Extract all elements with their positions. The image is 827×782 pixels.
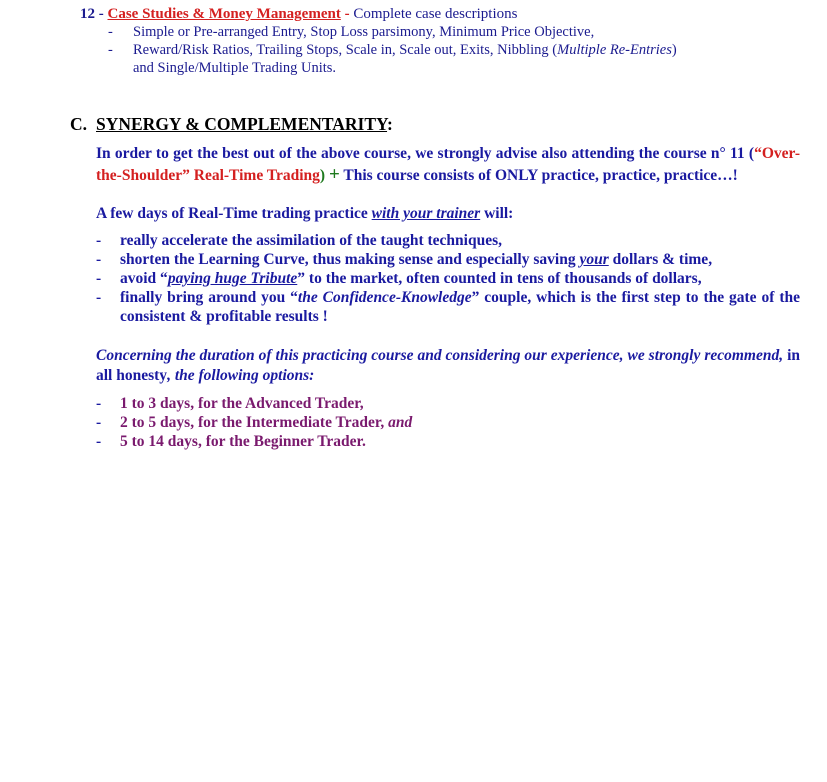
sub-text-b: ) [671, 42, 677, 58]
dash: - [96, 232, 102, 249]
recommendation-text-a: Concerning the duration of this practicing course and considering our experience, we strongly recommend, [96, 347, 784, 364]
bullet-text: really accelerate the assimilation of the taught techniques, [120, 232, 502, 249]
benefit-bullet-2 [96, 250, 800, 269]
item-12-sub-1 [108, 23, 594, 41]
dash: - [96, 270, 102, 287]
dash: - [108, 42, 113, 58]
course-11-title: “Over-the-Shoulder” Real-Time Trading [96, 145, 800, 184]
item-description: Complete case descriptions [353, 6, 518, 22]
option-beginner [96, 432, 800, 451]
sub-text-italic: Multiple Re-Entries [557, 42, 672, 58]
bullet-text-b: ” couple, which is the first step to the gate of the consistent & profitable results ! [120, 289, 800, 325]
benefit-bullet-1 [96, 231, 800, 250]
trainer-text-b: will: [480, 205, 514, 222]
benefit-bullet-3 [96, 269, 800, 288]
trainer-text-a: A few days of Real-Time trading practice [96, 205, 372, 222]
option-text: 5 to 14 days, for the Beginner Trader. [120, 433, 366, 450]
item-number: 12 - [80, 6, 108, 22]
section-colon: : [387, 114, 393, 134]
section-c-heading [70, 114, 393, 135]
option-advanced [96, 394, 800, 413]
advice-paragraph [96, 143, 800, 186]
item-title: Case Studies & Money Management [107, 6, 341, 22]
option-and: and [388, 414, 413, 431]
trainer-emphasis: with your trainer [371, 205, 481, 222]
bullet-text [120, 288, 800, 326]
bullet-text [120, 269, 800, 288]
section-title: SYNERGY & COMPLEMENTARITY [96, 114, 388, 134]
sub-text-a: Reward/Risk Ratios, Trailing Stops, Scale in, Scale out, Exits, Nibbling ( [133, 42, 558, 58]
bullet-text-a: finally bring around you “ [120, 289, 298, 306]
recommendation-paragraph [96, 346, 800, 386]
dash: - [96, 395, 102, 412]
option-text: 1 to 3 days, for the Advanced Trader, [120, 395, 364, 412]
bullet-text-b: dollars & time, [608, 251, 713, 268]
option-intermediate [96, 413, 800, 432]
bullet-emphasis: the Confidence-Knowledge [297, 289, 472, 306]
bullet-emphasis: paying huge Tribute [167, 270, 298, 287]
bullet-text [120, 250, 800, 269]
advice-text-b: This course consists of ONLY practice, practice, practice…! [339, 167, 738, 184]
dash: - [96, 414, 102, 431]
dash: - [96, 251, 102, 268]
bullet-text-b: ” to the market, often counted in tens of thousands of dollars, [297, 270, 702, 287]
paren-close: ) [319, 167, 329, 184]
section-label: C. [70, 114, 88, 134]
bullet-text-a: shorten the Learning Curve, thus making sense and especially saving [120, 251, 580, 268]
option-text [120, 413, 800, 432]
option-text-a: 2 to 5 days, for the Intermediate Trader, [120, 414, 389, 431]
trainer-paragraph [96, 204, 800, 224]
dash: - [96, 433, 102, 450]
dash: - [108, 24, 113, 40]
bullet-text-a: avoid “ [120, 270, 168, 287]
benefit-bullet-4 [96, 288, 800, 326]
item-separator: - [340, 6, 354, 22]
item-12-sub-2-cont: and Single/Multiple Trading Units. [133, 60, 337, 76]
advice-text-a: In order to get the best out of the above course, we strongly advise also attending the course n° 11 ( [96, 145, 755, 162]
bullet-emphasis: your [579, 251, 609, 268]
sub-text: Simple or Pre-arranged Entry, Stop Loss parsimony, Minimum Price Objective, [133, 24, 595, 40]
item-12-sub-2 [108, 41, 677, 59]
recommendation-text-b: in all honesty [96, 347, 801, 384]
dash: - [96, 289, 102, 306]
recommendation-text-c: , the following options: [167, 367, 315, 384]
item-12-heading [80, 5, 517, 23]
plus-sign: + [328, 164, 340, 185]
